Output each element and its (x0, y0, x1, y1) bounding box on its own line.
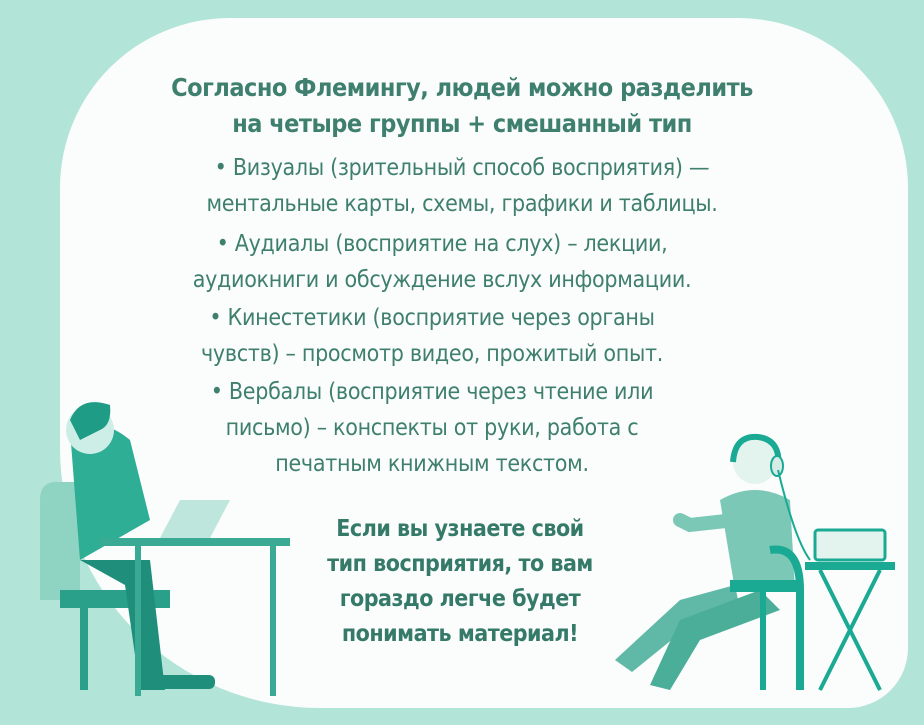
cta-line: Если вы узнаете свой (336, 516, 584, 542)
item-line: • Визуалы (зрительный способ восприятия) — (214, 155, 710, 181)
item-line: • Аудиалы (восприятие на слух) – лекции, (216, 231, 668, 257)
heading-line: на четыре группы + смешанный тип (232, 109, 692, 138)
item-line: ментальные карты, схемы, графики и таблицы. (206, 191, 718, 217)
item-line: чувств) – просмотр видео, прожитый опыт. (200, 341, 664, 367)
list-item-kinesthetics (0, 300, 894, 372)
item-line: аудиокниги и обсуждение вслух информации. (192, 267, 692, 293)
list-item-audials (0, 226, 904, 298)
item-line: • Вербалы (восприятие через чтение или (210, 379, 654, 405)
call-to-action (310, 512, 610, 652)
list-item-visuals (0, 150, 924, 222)
heading-line: Согласно Флемингу, людей можно разделить (171, 73, 753, 102)
cta-line: тип восприятия, то вам (327, 551, 593, 577)
item-line: • Кинестетики (восприятие через органы (209, 305, 655, 331)
cta-line: понимать материал! (341, 621, 579, 647)
item-line: письмо) – конспекты от руки, работа с (225, 415, 639, 441)
item-line: печатным книжным текстом. (275, 451, 589, 477)
heading (0, 70, 924, 142)
cta-line: гораздо легче будет (339, 586, 581, 612)
list-item-verbals (0, 374, 894, 482)
